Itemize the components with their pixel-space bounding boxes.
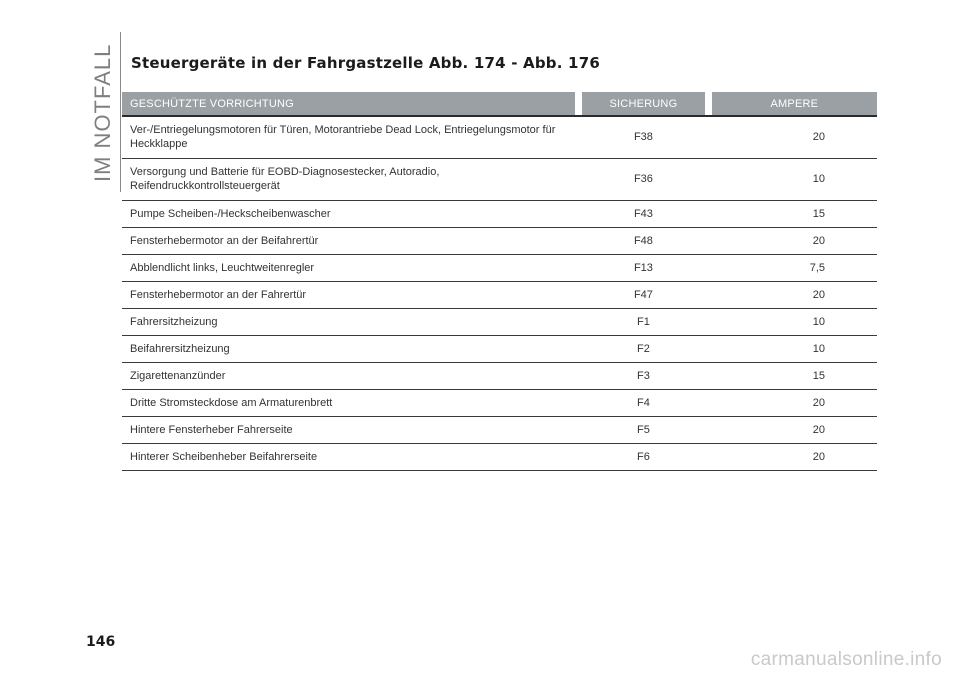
device-cell [122,389,575,416]
table-row [122,362,877,389]
fuse-cell: F5 [582,416,705,443]
column-gap [705,200,712,227]
table-row [122,281,877,308]
table-row [122,389,877,416]
device-cell [122,200,575,227]
column-gap [705,389,712,416]
ampere-cell: 20 [712,389,877,416]
column-gap [575,416,582,443]
column-gap [705,335,712,362]
column-gap [705,308,712,335]
column-header-device: GESCHÜTZTE VORRICHTUNG [122,92,575,116]
table-row [122,416,877,443]
device-text: Fahrersitzheizung [130,315,218,328]
column-gap [705,227,712,254]
device-text: Hinterer Scheibenheber Beifahrerseite [130,450,318,463]
fuse-cell: F1 [582,308,705,335]
ampere-cell: 20 [712,116,877,158]
ampere-cell: 10 [712,335,877,362]
column-gap [705,158,712,200]
device-text: Reifendruckkontrollsteuergerät [130,180,280,192]
ampere-cell: 10 [712,158,877,200]
device-text: Fensterhebermotor an der Fahrertür [130,288,307,301]
column-gap [705,254,712,281]
fuse-cell: F36 [582,158,705,200]
fuse-cell: F47 [582,281,705,308]
column-gap [705,362,712,389]
device-cell [122,281,575,308]
watermark: carmanualsonline.info [750,649,942,670]
ampere-cell: 20 [712,227,877,254]
fuse-cell: F43 [582,200,705,227]
device-cell [122,335,575,362]
device-cell [122,362,575,389]
device-text: Zigarettenanzünder [130,369,226,382]
column-gap [575,362,582,389]
column-gap [705,92,712,116]
column-header-fuse: SICHERUNG [582,92,705,116]
device-cell [122,443,575,470]
device-text: Versorgung und Batterie für EOBD-Diagnosestecker, Autoradio, [130,166,440,178]
fuse-cell: F4 [582,389,705,416]
fuse-cell: F3 [582,362,705,389]
device-text: Heckklappe [130,138,188,151]
fuse-cell: F6 [582,443,705,470]
fuse-table [122,92,877,471]
column-gap [575,227,582,254]
section-side-tab [86,32,121,192]
device-cell [122,227,575,254]
column-gap [575,389,582,416]
device-cell [122,158,575,200]
table-row [122,200,877,227]
column-gap [575,116,582,158]
section-label: IM NOTFALL [90,43,115,182]
fuse-table-header [122,92,877,116]
ampere-cell: 10 [712,308,877,335]
device-text: Abblendlicht links, Leuchtweitenregler [130,261,315,274]
fuse-cell: F48 [582,227,705,254]
device-cell [122,308,575,335]
fuse-cell: F38 [582,116,705,158]
column-header-ampere: AMPERE [712,92,877,116]
page-number: 146 [86,634,116,650]
device-text: Fensterhebermotor an der Beifahrertür [130,234,319,247]
device-text: Pumpe Scheiben-/Heckscheibenwascher [130,207,331,220]
device-cell [122,116,575,158]
device-text: Dritte Stromsteckdose am Armaturenbrett [130,396,333,409]
fuse-table-body [122,116,877,470]
column-gap [575,281,582,308]
column-gap [575,254,582,281]
device-text: Ver-/Entriegelungsmotoren für Türen, Motorantriebe Dead Lock, Entriegelungsmotor für [130,124,556,137]
ampere-cell: 20 [712,416,877,443]
table-row [122,308,877,335]
ampere-cell: 15 [712,362,877,389]
column-gap [575,335,582,362]
device-text: Beifahrersitzheizung [130,342,230,355]
table-row [122,254,877,281]
ampere-cell: 15 [712,200,877,227]
fuse-cell: F13 [582,254,705,281]
column-gap [575,158,582,200]
column-gap [705,416,712,443]
column-gap [705,116,712,158]
device-cell [122,254,575,281]
ampere-cell: 7,5 [712,254,877,281]
column-gap [705,443,712,470]
column-gap [705,281,712,308]
column-gap [575,92,582,116]
table-row [122,227,877,254]
column-gap [575,200,582,227]
ampere-cell: 20 [712,443,877,470]
fuse-cell: F2 [582,335,705,362]
table-row [122,443,877,470]
table-row [122,116,877,158]
device-text: Hintere Fensterheber Fahrerseite [130,423,293,436]
table-row [122,158,877,200]
table-row [122,335,877,362]
column-gap [575,308,582,335]
header-row [122,92,877,116]
column-gap [575,443,582,470]
device-cell [122,416,575,443]
ampere-cell: 20 [712,281,877,308]
page-title: Steuergeräte in der Fahrgastzelle Abb. 174 - Abb. 176 [131,54,600,72]
